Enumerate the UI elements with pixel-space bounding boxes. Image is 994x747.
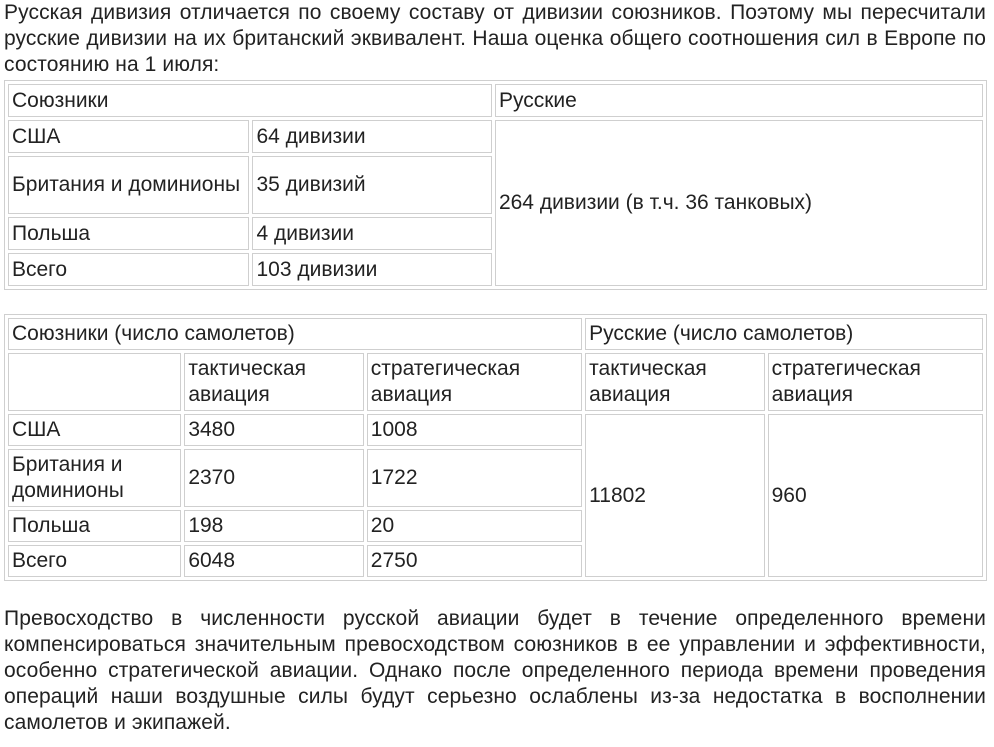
divisions-cell: 35 дивизий [252,156,491,214]
country-cell: Польша [8,510,181,542]
russian-divisions-cell: 264 дивизии (в т.ч. 36 танковых) [495,120,983,286]
country-cell: Британия и доминионы [8,156,249,214]
russian-tactical-header: тактическая авиация [585,353,764,411]
divisions-cell: 64 дивизии [252,120,491,153]
tactical-cell: 3480 [184,414,363,446]
table-row [8,353,983,411]
table-row [8,84,983,117]
table-row [8,318,983,350]
russians-header: Русские [495,84,983,117]
empty-cell [8,353,181,411]
country-cell: Польша [8,217,249,250]
country-cell: США [8,120,249,153]
country-cell: Всего [8,545,181,577]
aircraft-table [4,314,987,581]
allies-aircraft-header: Союзники (число самолетов) [8,318,582,350]
country-cell: США [8,414,181,446]
strategic-cell: 2750 [367,545,582,577]
divisions-cell: 103 дивизии [252,253,491,286]
russians-aircraft-header: Русские (число самолетов) [585,318,983,350]
tactical-cell: 198 [184,510,363,542]
strategic-cell: 1722 [367,449,582,507]
strategic-cell: 20 [367,510,582,542]
strategic-cell: 1008 [367,414,582,446]
table-row [8,414,983,446]
strategic-header: стратегическая авиация [367,353,582,411]
russian-strategic-header: стратегическая авиация [768,353,983,411]
tactical-header: тактическая авиация [184,353,363,411]
outro-paragraph: Превосходство в численности русской авиации будет в течение определенного времени компенсироваться значительным превосходством союзников в ее управлении и эффективности, особенно стратегической авиации. Однако после определенного периода времени проведения операций наши воздушные силы будут серьезно ослаблены из-за недостатка в восполнении самолетов и экипажей. [4,607,986,734]
divisions-cell: 4 дивизии [252,217,491,250]
tactical-cell: 6048 [184,545,363,577]
intro-paragraph: Русская дивизия отличается по своему составу от дивизии союзников. Поэтому мы пересчитали русские дивизии на их британский эквивалент. Наша оценка общего соотношения сил в Европе по состоянию на 1 июля: [4,1,986,76]
country-cell: Британия и доминионы [8,449,181,507]
russian-tactical-cell: 11802 [585,414,764,577]
divisions-table [4,80,987,290]
russian-strategic-cell: 960 [768,414,983,577]
table-row [8,120,983,153]
tactical-cell: 2370 [184,449,363,507]
allies-header: Союзники [8,84,492,117]
country-cell: Всего [8,253,249,286]
